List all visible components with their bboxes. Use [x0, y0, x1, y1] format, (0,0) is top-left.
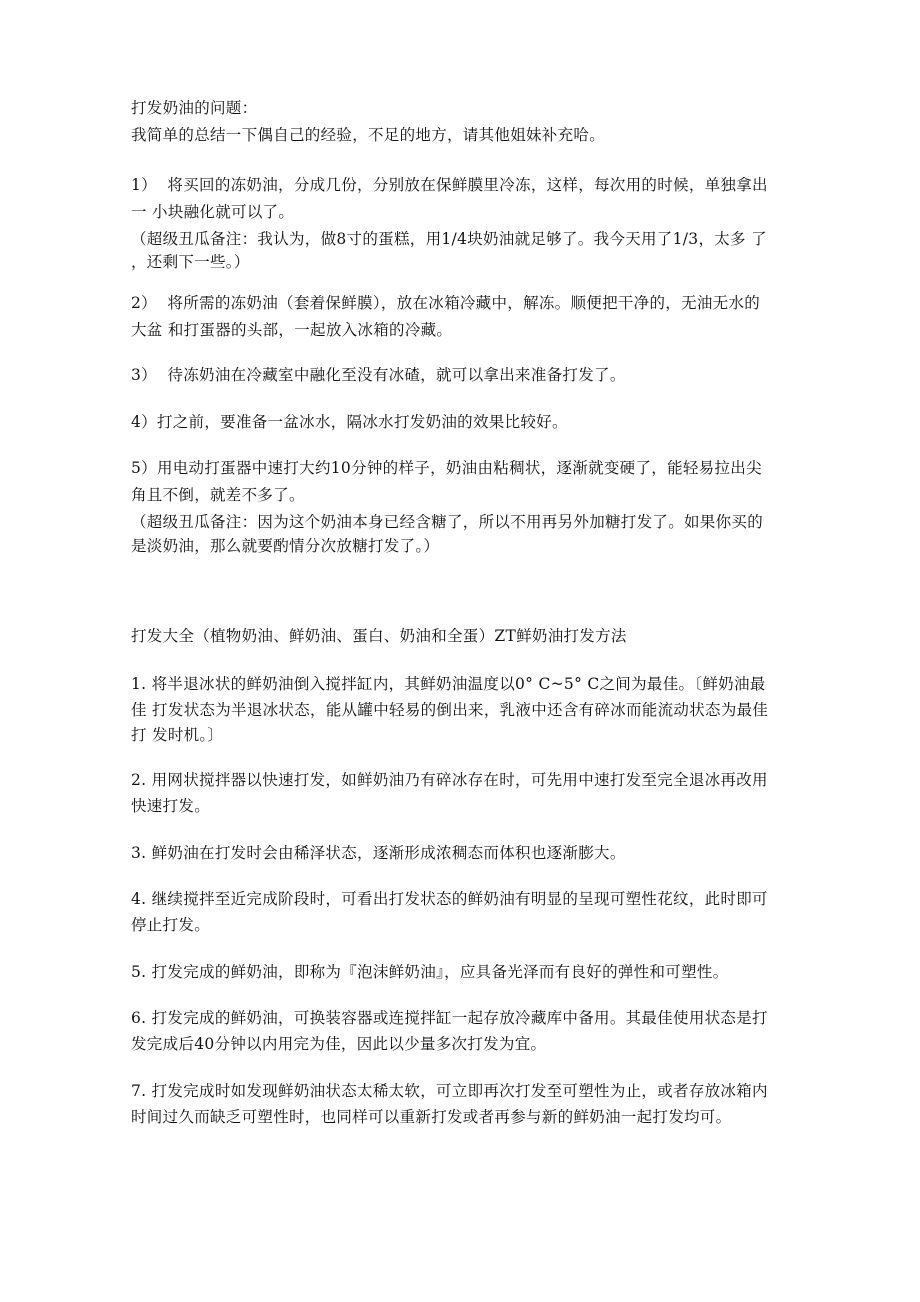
paragraph-line: 停止打发。	[131, 916, 211, 934]
paragraph-line: 角且不倒，就差不多了。	[131, 486, 305, 504]
paragraph-line: 3） 待冻奶油在冷藏室中融化至没有冰碴，就可以拿出来准备打发了。	[131, 366, 626, 384]
section-title: 打发奶油的问题：	[131, 99, 258, 117]
paragraph-line: 佳 打发状态为半退冰状态，能从罐中轻易的倒出来，乳液中还含有碎冰而能流动状态为最佳	[131, 701, 769, 719]
section-title: 打发大全（植物奶油、鲜奶油、蛋白、奶油和全蛋）ZT鲜奶油打发方法	[131, 627, 627, 645]
paragraph-line: 3. 鲜奶油在打发时会由稀泽状态，逐渐形成浓稠态而体积也逐渐膨大。	[131, 844, 626, 862]
paragraph-line: 6. 打发完成的鲜奶油，可换装容器或连搅拌缸一起存放冷藏库中备用。其最佳使用状态是打	[131, 1009, 768, 1027]
paragraph-line: 一 小块融化就可以了。	[131, 203, 295, 221]
paragraph-line: 发完成后40分钟以内用完为佳，因此以少量多次打发为宜。	[131, 1035, 547, 1053]
paragraph-line: 5）用电动打蛋器中速打大约10分钟的样子，奶油由粘稠状，逐渐就变硬了，能轻易拉出尖	[131, 459, 762, 477]
paragraph-line: 1. 将半退冰状的鲜奶油倒入搅拌缸内，其鲜奶油温度以0° C~5° C之间为最佳。〔鲜奶油最	[131, 675, 766, 693]
paragraph-line: 是淡奶油，那么就要酌情分次放糖打发了。）	[131, 537, 440, 555]
paragraph-line: 7. 打发完成时如发现鲜奶油状态太稀太软，可立即再次打发至可塑性为止，或者存放冰箱内	[131, 1082, 768, 1100]
paragraph-line: 时间过久而缺乏可塑性时，也同样可以重新打发或者再参与新的鲜奶油一起打发均可。	[131, 1108, 732, 1126]
paragraph-line: 大盆 和打蛋器的头部，一起放入冰箱的冷藏。	[131, 321, 453, 339]
paragraph-line: 2） 将所需的冻奶油（套着保鲜膜），放在冰箱冷藏中，解冻。顺便把干净的，无油无水的	[131, 294, 761, 312]
paragraph-line: （超级丑瓜备注：因为这个奶油本身已经含糖了，所以不用再另外加糖打发了。如果你买的	[131, 513, 764, 531]
paragraph-line: 4. 继续搅拌至近完成阶段时，可看出打发状态的鲜奶油有明显的呈现可塑性花纹，此时即可	[131, 890, 768, 908]
paragraph-line: 打 发时机。〕	[131, 726, 224, 744]
intro-text: 我简单的总结一下偶自己的经验，不足的地方，请其他姐妹补充哈。	[131, 126, 606, 144]
paragraph-line: 2. 用网状搅拌器以快速打发，如鲜奶油乃有碎冰存在时，可先用中速打发至完全退冰再改用	[131, 771, 768, 789]
paragraph-line: 快速打发。	[131, 797, 211, 815]
paragraph-line: （超级丑瓜备注：我认为，做8寸的蛋糕，用1/4块奶油就足够了。我今天用了1/3，太多 了	[131, 230, 767, 248]
paragraph-line: 1） 将买回的冻奶油，分成几份，分别放在保鲜膜里冷冻，这样，每次用的时候，单独拿出	[131, 176, 768, 194]
paragraph-line: 5. 打发完成的鲜奶油，即称为『泡沫鲜奶油』，应具备光泽而有良好的弹性和可塑性。	[131, 963, 729, 981]
paragraph-line: ，还剩下一些。）	[131, 253, 250, 271]
paragraph-line: 4）打之前，要准备一盆冰水，隔冰水打发奶油的效果比较好。	[131, 413, 568, 431]
